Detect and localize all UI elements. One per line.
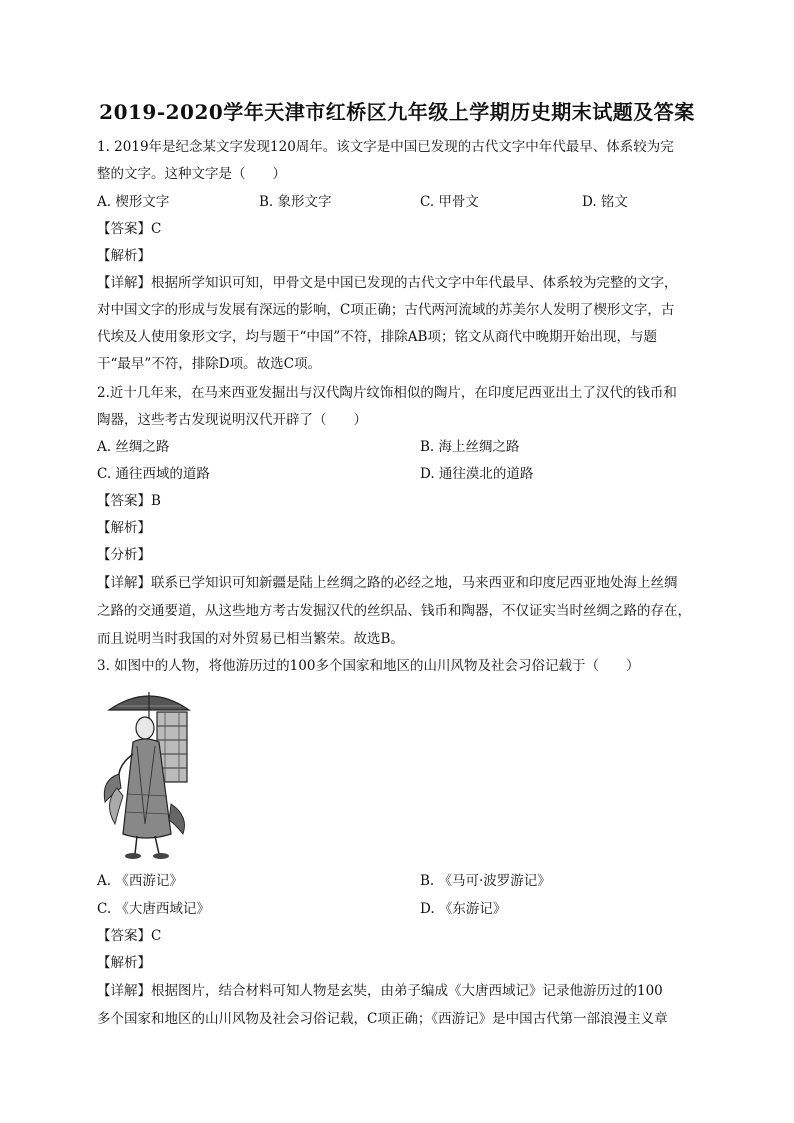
- q1-analysis-label: 【解析】: [97, 248, 151, 264]
- document-title: 2019-2020学年天津市红桥区九年级上学期历史期末试题及答案: [99, 100, 695, 124]
- q2-fenxi-label: 【分析】: [97, 547, 151, 563]
- q1-detail-line4: 干“最早”不符，排除D项。故选C项。: [97, 356, 321, 372]
- q3-answer: 【答案】C: [97, 928, 162, 944]
- q1-option-d: D. 铭文: [582, 194, 628, 210]
- q1-detail-line2: 对中国文字的形成与发展有深远的影响，C项正确；古代两河流域的苏美尔人发明了楔形文字，古: [97, 302, 675, 318]
- q2-answer: 【答案】B: [97, 493, 161, 509]
- q1-answer: 【答案】C: [97, 221, 162, 237]
- q2-detail-line2: 之路的交通要道，从这些地方考古发掘汉代的丝织品、钱币和陶器，不仅证实当时丝绸之路的存在，: [97, 603, 691, 619]
- q3-detail-line2: 多个国家和地区的山川风物及社会习俗记载，C项正确；《西游记》是中国古代第一部浪漫主义章: [97, 1011, 668, 1027]
- q1-option-a: A. 楔形文字: [97, 194, 170, 210]
- q1-option-b: B. 象形文字: [259, 194, 332, 210]
- q2-analysis-label: 【解析】: [97, 520, 151, 536]
- q2-detail-line3: 而且说明当时我国的对外贸易已相当繁荣。故选B。: [97, 631, 404, 647]
- q3-stem-line1: 3. 如图中的人物，将他游历过的100多个国家和地区的山川风物及社会习俗记载于（ ）: [97, 658, 640, 674]
- q2-option-c: C. 通往西域的道路: [97, 466, 210, 482]
- q2-stem-line1: 2.近十几年来，在马来西亚发掘出与汉代陶片纹饰相似的陶片，在印度尼西亚出土了汉代的钱币和: [97, 385, 677, 401]
- q2-detail-line1: 【详解】联系已学知识可知新疆是陆上丝绸之路的必经之地，马来西亚和印度尼西亚地处海上丝绸: [97, 575, 678, 591]
- q2-option-a: A. 丝绸之路: [97, 439, 170, 455]
- q2-stem-line2: 陶器，这些考古发现说明汉代开辟了（ ）: [97, 412, 367, 428]
- q3-option-d: D. 《东游记》: [420, 901, 507, 917]
- q3-analysis-label: 【解析】: [97, 955, 151, 971]
- xuanzang-figure-illustration: [97, 684, 207, 864]
- q3-detail-line1: 【详解】根据图片，结合材料可知人物是玄奘，由弟子编成《大唐西域记》记录他游历过的100: [97, 983, 663, 999]
- q1-option-c: C. 甲骨文: [420, 194, 479, 210]
- q2-option-d: D. 通往漠北的道路: [420, 466, 534, 482]
- q3-option-b: B. 《马可·波罗游记》: [420, 873, 551, 889]
- q2-option-b: B. 海上丝绸之路: [420, 439, 520, 455]
- q3-option-c: C. 《大唐西域记》: [97, 901, 210, 917]
- q1-stem-line2: 整的文字。这种文字是（ ）: [97, 166, 286, 182]
- q3-option-a: A. 《西游记》: [97, 873, 183, 889]
- q1-stem-line1: 1. 2019年是纪念某文字发现120周年。该文字是中国已发现的古代文字中年代最早、体系较为完: [97, 139, 674, 155]
- q1-detail-line3: 代埃及人使用象形文字，均与题干“中国”不符，排除AB项；铭文从商代中晚期开始出现，与题: [97, 329, 657, 345]
- q1-detail-line1: 【详解】根据所学知识可知，甲骨文是中国已发现的古代文字中年代最早、体系较为完整的文字，: [97, 275, 678, 291]
